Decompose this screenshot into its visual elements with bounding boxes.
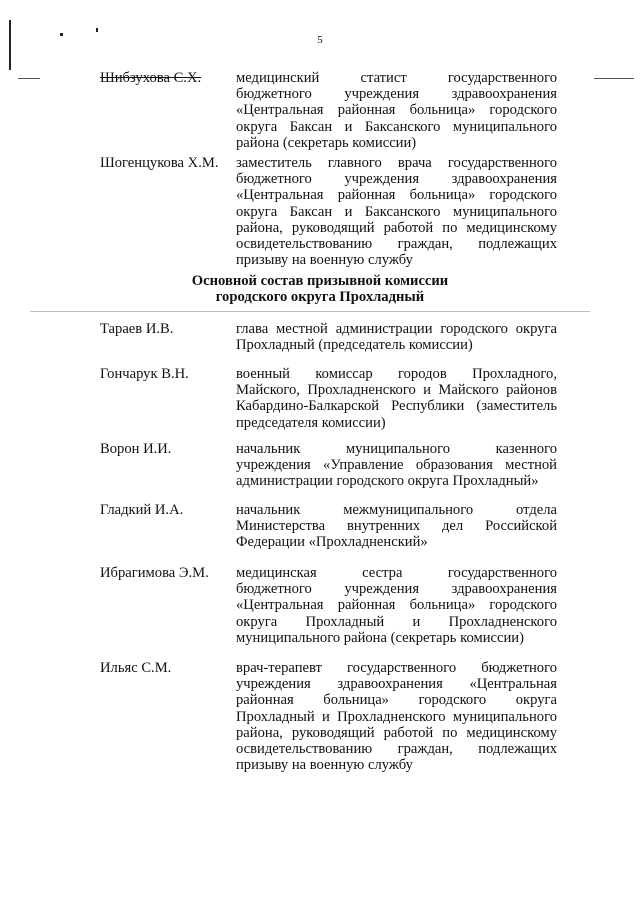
member-description: заместитель главного врача государственного бюджетного учреждения здравоохранения «Центральная районная больница» городского округа Баксан и Баксанского муниципального района, руководящий работой по медицинскому освидетельствованию граждан, подлежащих призыву на военную службу (236, 155, 557, 269)
scan-artifact (18, 78, 40, 79)
member-description: начальник муниципального казенного учреждения «Управление образования местной администрации городского округа Прохладный» (236, 441, 557, 490)
section-heading: Основной состав призывной комиссии городского округа Прохладный (191, 273, 449, 305)
member-description: медицинский статист государственного бюджетного учреждения здравоохранения «Центральная районная больница» городского округа Баксан и Баксанского муниципального района (секретарь комиссии) (236, 70, 557, 151)
page-number: 5 (317, 34, 323, 46)
member-name: Тараев И.В. (100, 321, 174, 337)
member-name: Ворон И.И. (100, 441, 172, 457)
member-name: Ильяс С.М. (100, 660, 172, 676)
member-description: начальник межмуниципального отдела Министерства внутренних дел Российской Федерации «Прохладненский» (236, 502, 557, 551)
member-description: врач-терапевт государственного бюджетного учреждения здравоохранения «Центральная районная больница» городского округа Прохладный и Прохладненского муниципального района, руководящий работой по медицинскому освидетельствованию граждан, подлежащих призыву на военную службу (236, 660, 557, 774)
scan-artifact (60, 33, 63, 36)
member-name: Гончарук В.Н. (100, 366, 189, 382)
member-description: военный комиссар городов Прохладного, Майского, Прохладненского и Майского районов Кабардино-Балкарской Республики (заместитель председателя комиссии) (236, 366, 557, 431)
member-description: глава местной администрации городского округа Прохладный (председатель комиссии) (236, 321, 557, 354)
member-description: медицинская сестра государственного бюджетного учреждения здравоохранения «Центральная районная больница» городского округа Прохладный и Прохладненского муниципального района (секретарь комиссии) (236, 565, 557, 646)
scan-artifact (96, 28, 98, 32)
scan-artifact (30, 311, 590, 312)
scan-artifact (9, 20, 11, 70)
member-name: Шибзухова С.Х. (100, 70, 202, 86)
member-name: Гладкий И.А. (100, 502, 184, 518)
member-name: Ибрагимова Э.М. (100, 565, 209, 581)
scan-artifact (594, 78, 634, 79)
member-name: Шогенцукова Х.М. (100, 155, 219, 171)
